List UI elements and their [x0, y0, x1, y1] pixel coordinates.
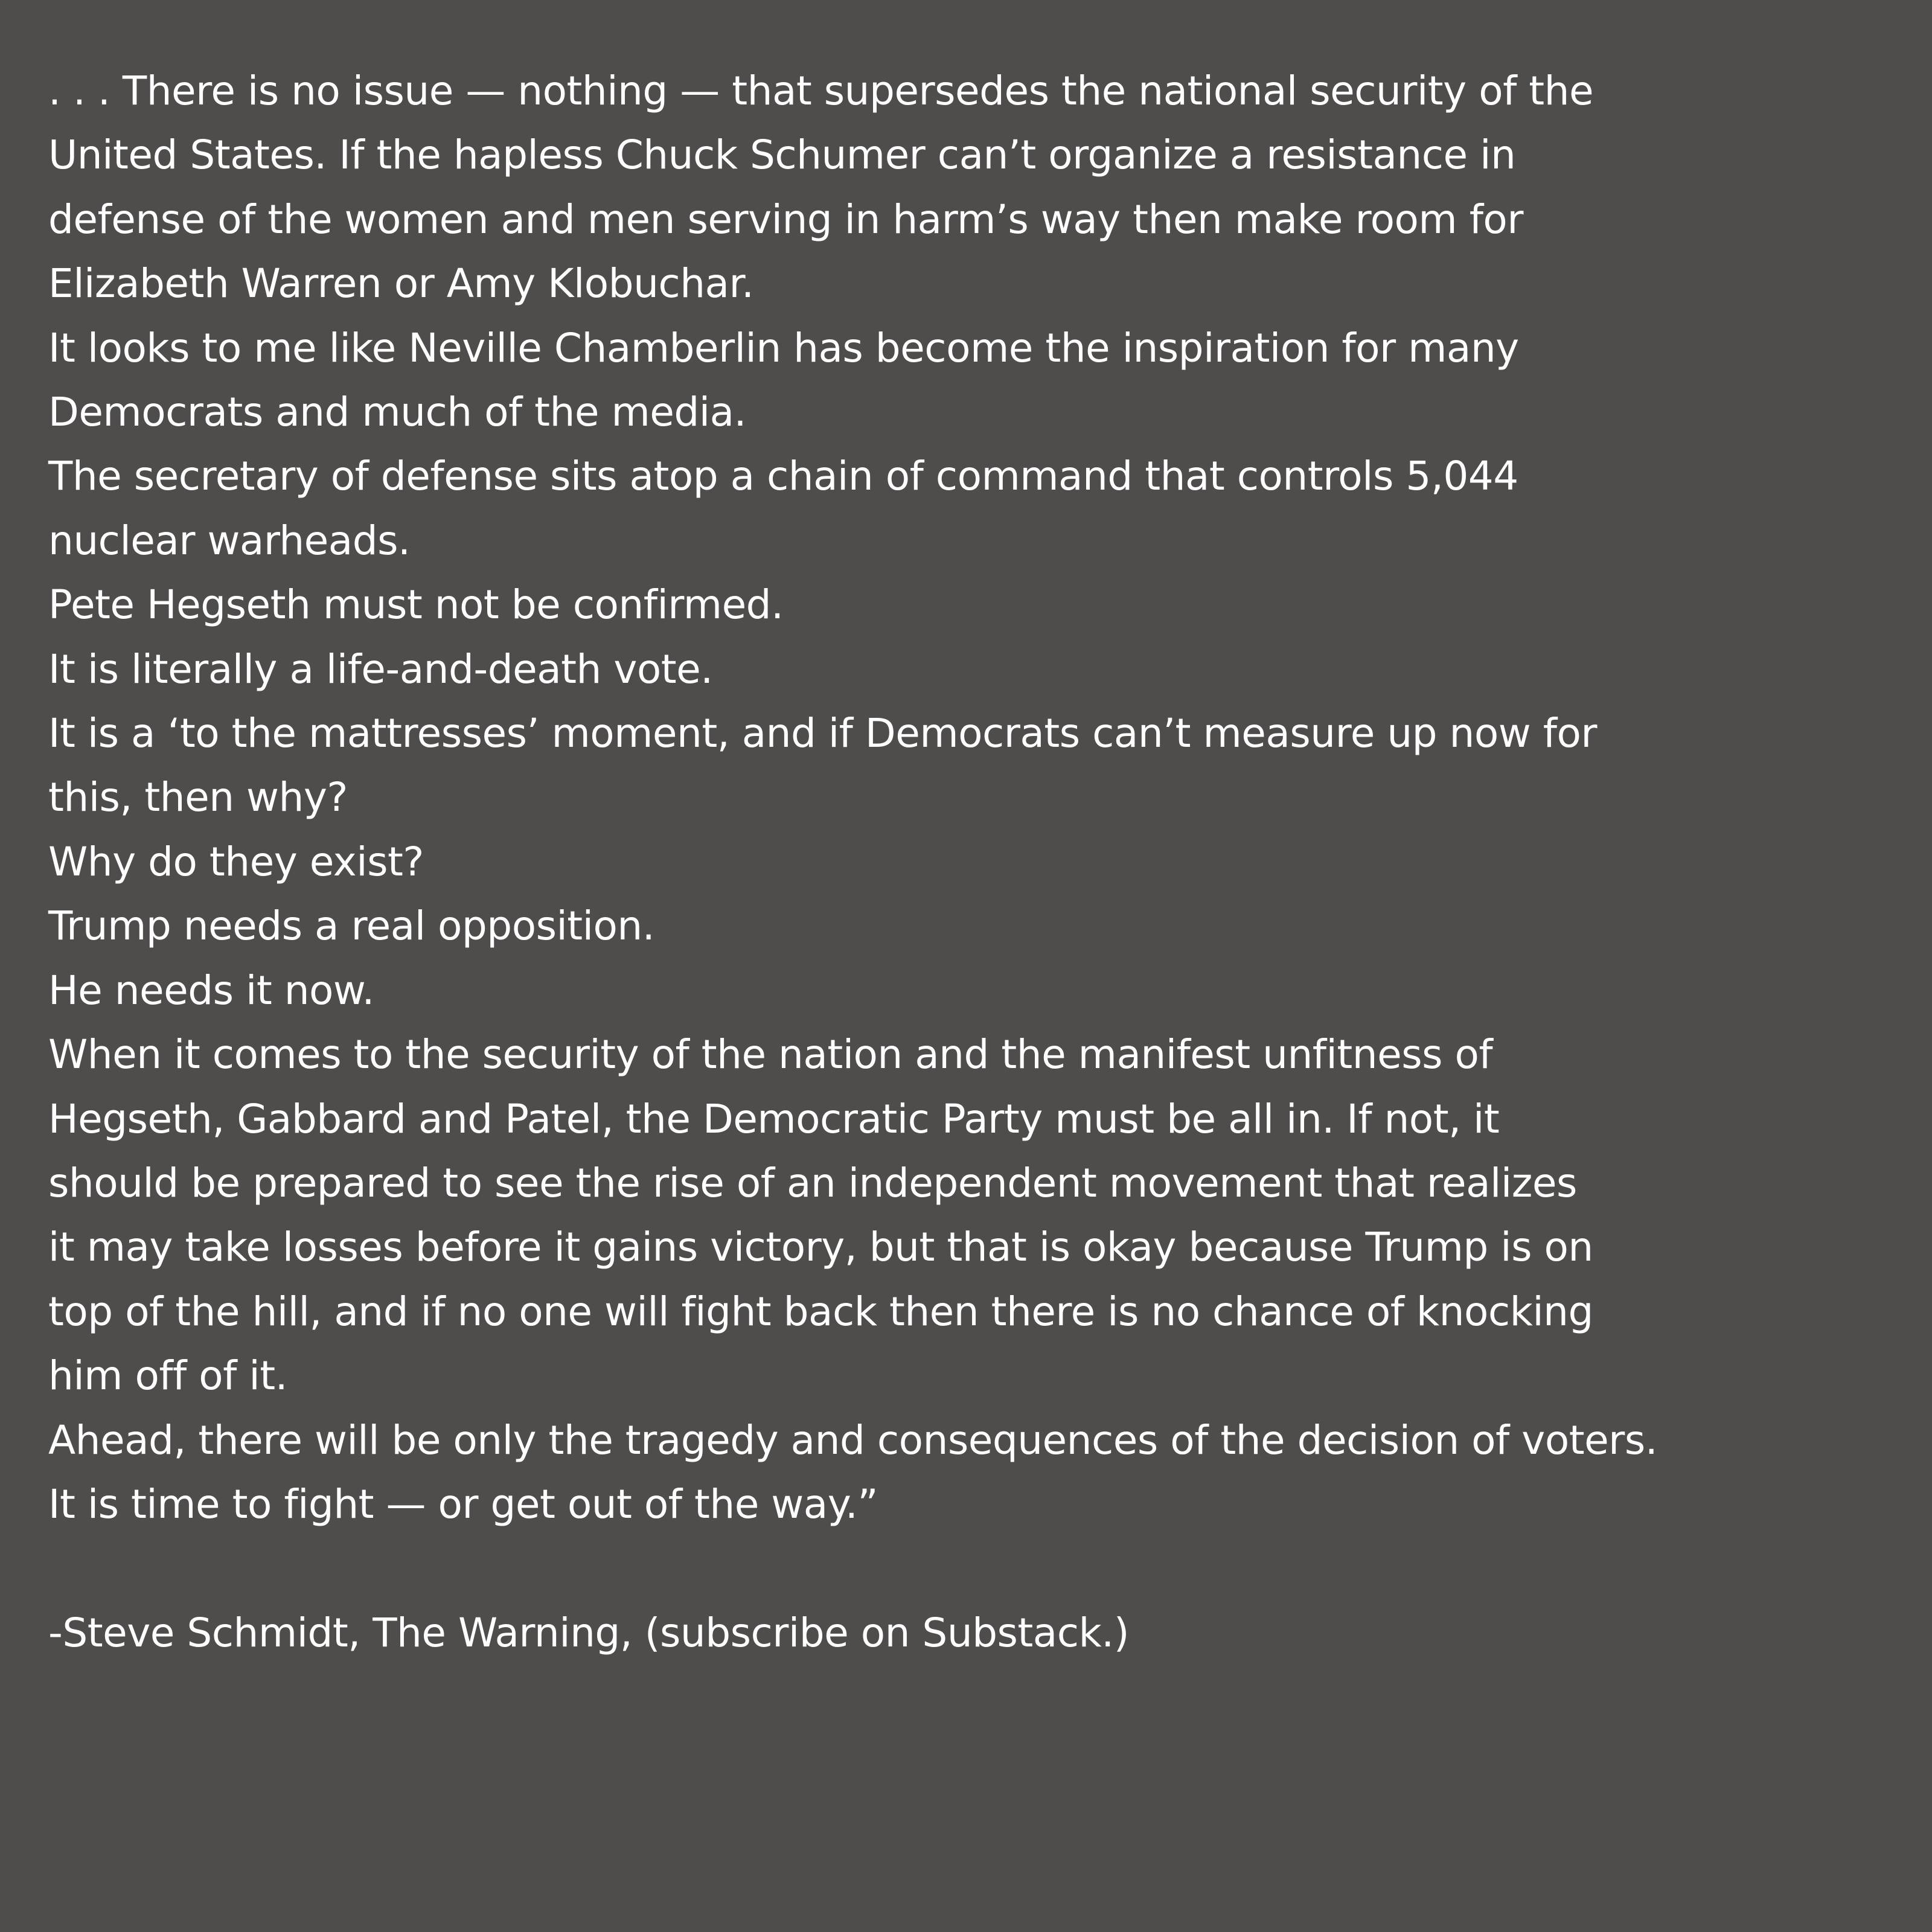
- quote-line: it may take losses before it gains victory, but that is okay because Trump is on: [48, 1224, 1593, 1271]
- quote-line: nuclear warheads.: [48, 517, 411, 564]
- quote-line: It is a ‘to the mattresses’ moment, and if Democrats can’t measure up now for: [48, 710, 1597, 757]
- quote-line: United States. If the hapless Chuck Schumer can’t organize a resistance in: [48, 132, 1516, 179]
- quote-line: Elizabeth Warren or Amy Klobuchar.: [48, 260, 754, 307]
- quote-line: Democrats and much of the media.: [48, 389, 747, 436]
- quote-line: It looks to me like Neville Chamberlin has become the inspiration for many: [48, 324, 1519, 371]
- blank-line-spacer: [48, 1537, 1896, 1601]
- quote-line: this, then why?: [48, 774, 348, 821]
- quote-line: him off of it.: [48, 1352, 288, 1399]
- quote-line: Why do they exist?: [48, 838, 424, 885]
- quote-line: The secretary of defense sits atop a chain of command that controls 5,044: [48, 453, 1518, 500]
- quote-line: should be prepared to see the rise of an independent movement that realizes: [48, 1159, 1577, 1206]
- quote-line: When it comes to the security of the nation and the manifest unfitness of: [48, 1031, 1493, 1078]
- quote-text-block: [48, 59, 1896, 1665]
- attribution: -Steve Schmidt, The Warning, (subscribe on Substack.): [48, 1609, 1129, 1656]
- quote-line: Ahead, there will be only the tragedy and consequences of the decision of voters.: [48, 1416, 1658, 1463]
- quote-line: . . . There is no issue — nothing — that supersedes the national security of the: [48, 68, 1594, 114]
- quote-line: Trump needs a real opposition.: [48, 903, 655, 950]
- quote-line: It is literally a life-and-death vote.: [48, 645, 713, 693]
- quote-line: defense of the women and men serving in harm’s way then make room for: [48, 196, 1523, 243]
- quote-line: Pete Hegseth must not be confirmed.: [48, 581, 784, 629]
- quote-line: It is time to fight — or get out of the way.”: [48, 1480, 878, 1527]
- quote-line: He needs it now.: [48, 967, 374, 1014]
- quote-line: Hegseth, Gabbard and Patel, the Democratic Party must be all in. If not, it: [48, 1095, 1500, 1142]
- quote-line: top of the hill, and if no one will fight back then there is no chance of knocking: [48, 1288, 1593, 1335]
